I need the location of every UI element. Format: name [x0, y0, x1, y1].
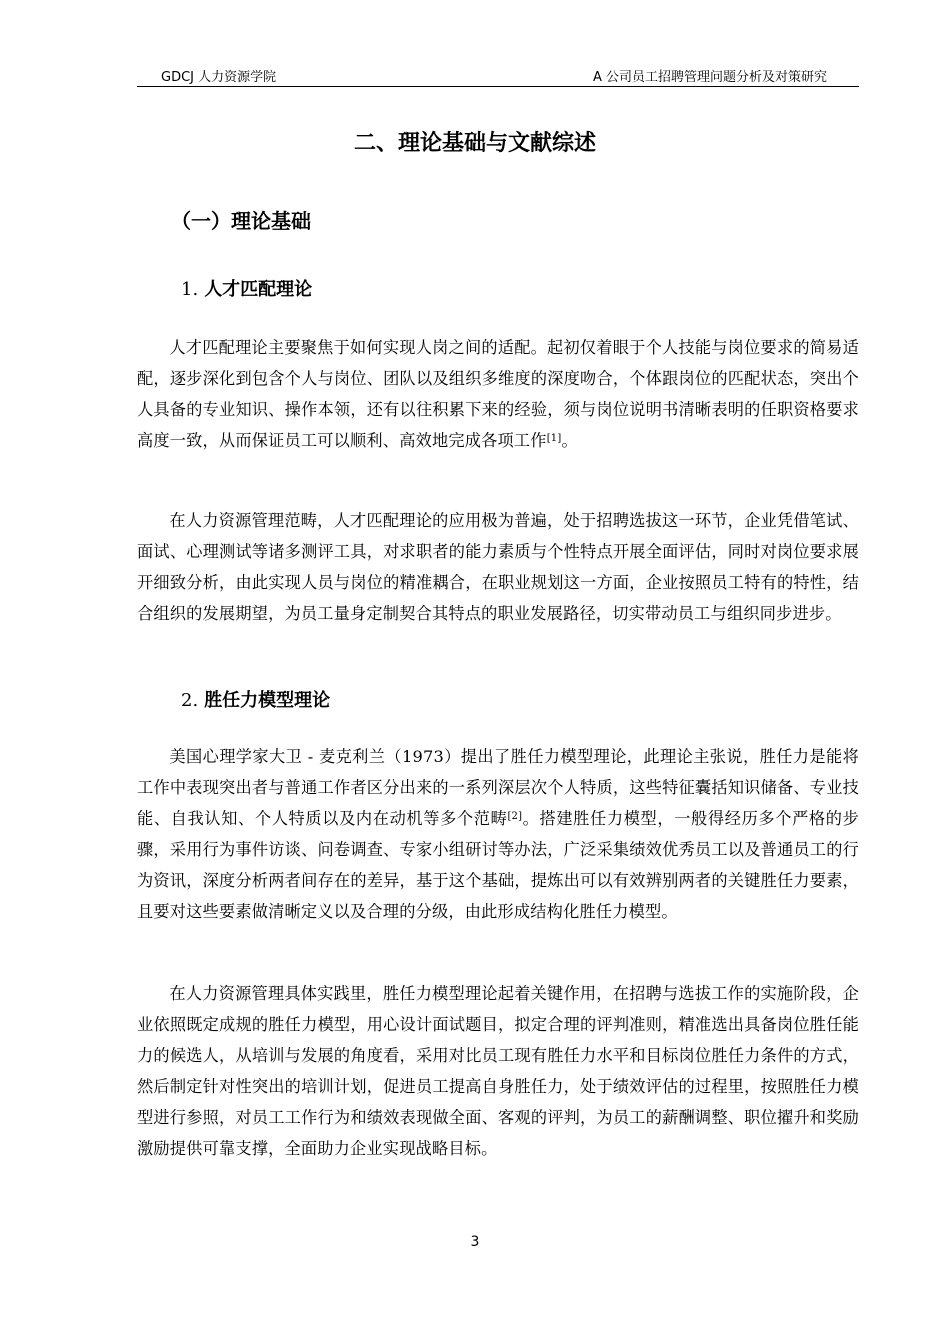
section-title: （一）理论基础 — [171, 209, 311, 233]
paragraph-competency-model — [137, 741, 859, 927]
chapter-title: 二、理论基础与文献综述 — [353, 131, 596, 156]
paragraph-3-text-b: 。搭建胜任力模型，一般得经历多个严格的步骤，采用行为事件访谈、问卷调查、专家小组研讨等办法，广泛采集绩效优秀员工以及普通员工的行为资讯，深度分析两者间存在的差异，基于这个基础，提炼出可以有效辨别两者的关键胜任力要素，且要对这些要素做清晰定义以及合理的分级，由此形成结构化胜任力模型。 — [137, 809, 859, 921]
page-header — [137, 62, 859, 87]
paragraph-competency-practice: 在人力资源管理具体实践里，胜任力模型理论起着关键作用，在招聘与选拔工作的实施阶段，企业依照既定成规的胜任力模型，用心设计面试题目，拟定合理的评判准则，精准选出具备岗位胜任能力的候选人，从培训与发展的角度看，采用对比员工现有胜任力水平和目标岗位胜任力条件的方式，然后制定针对性突出的培训计划，促进员工提高自身胜任力，处于绩效评估的过程里，按照胜任力模型进行参照，对员工工作行为和绩效表现做全面、客观的评判，为员工的薪酬调整、职位擢升和奖励激励提供可靠支撑，全面助力企业实现战略目标。 — [137, 984, 859, 1158]
page-number: 3 — [470, 1234, 480, 1250]
subsection-title-2 — [181, 686, 330, 712]
subsection-number-2: 2. — [181, 690, 199, 711]
citation-1: [1] — [546, 433, 562, 444]
paragraph-talent-matching — [137, 332, 859, 456]
paragraph-1-text: 人才匹配理论主要聚焦于如何实现人岗之间的适配。起初仅着眼于个人技能与岗位要求的简易适配，逐步深化到包含个人与岗位、团队以及组织多维度的深度吻合，个体跟岗位的匹配状态，突出个人具备的专业知识、操作本领，还有以往积累下来的经验，须与岗位说明书清晰表明的任职资格要求高度一致，从而保证员工可以顺利、高效地完成各项工作 — [137, 338, 859, 450]
paragraph-1-end: 。 — [561, 431, 578, 450]
header-thesis-title: A 公司员工招聘管理问题分析及对策研究 — [592, 70, 827, 85]
header-school: GDCJ 人力资源学院 — [161, 70, 277, 85]
subsection-text-2: 胜任力模型理论 — [204, 690, 331, 711]
subsection-number-1: 1. — [181, 279, 199, 300]
subsection-text-1: 人才匹配理论 — [204, 279, 313, 300]
subsection-title-1 — [181, 275, 312, 301]
paragraph-3-text-a: 美国心理学家大卫 - 麦克利兰（1973）提出了胜任力模型理论，此理论主张说，胜任力是能将工作中表现突出者与普通工作者区分出来的一系列深层次个人特质，这些特征囊括知识储备、专业技能、自我认知、个人特质以及内在动机等多个范畴 — [137, 747, 859, 828]
citation-2: [2] — [507, 811, 523, 822]
paragraph-talent-matching-application: 在人力资源管理范畴，人才匹配理论的应用极为普遍，处于招聘选拔这一环节，企业凭借笔试、面试、心理测试等诸多测评工具，对求职者的能力素质与个性特点开展全面评估，同时对岗位要求展开细致分析，由此实现人员与岗位的精准耦合，在职业规划这一方面，企业按照员工特有的特性，结合组织的发展期望，为员工量身定制契合其特点的职业发展路径，切实带动员工与组织同步进步。 — [137, 511, 859, 623]
